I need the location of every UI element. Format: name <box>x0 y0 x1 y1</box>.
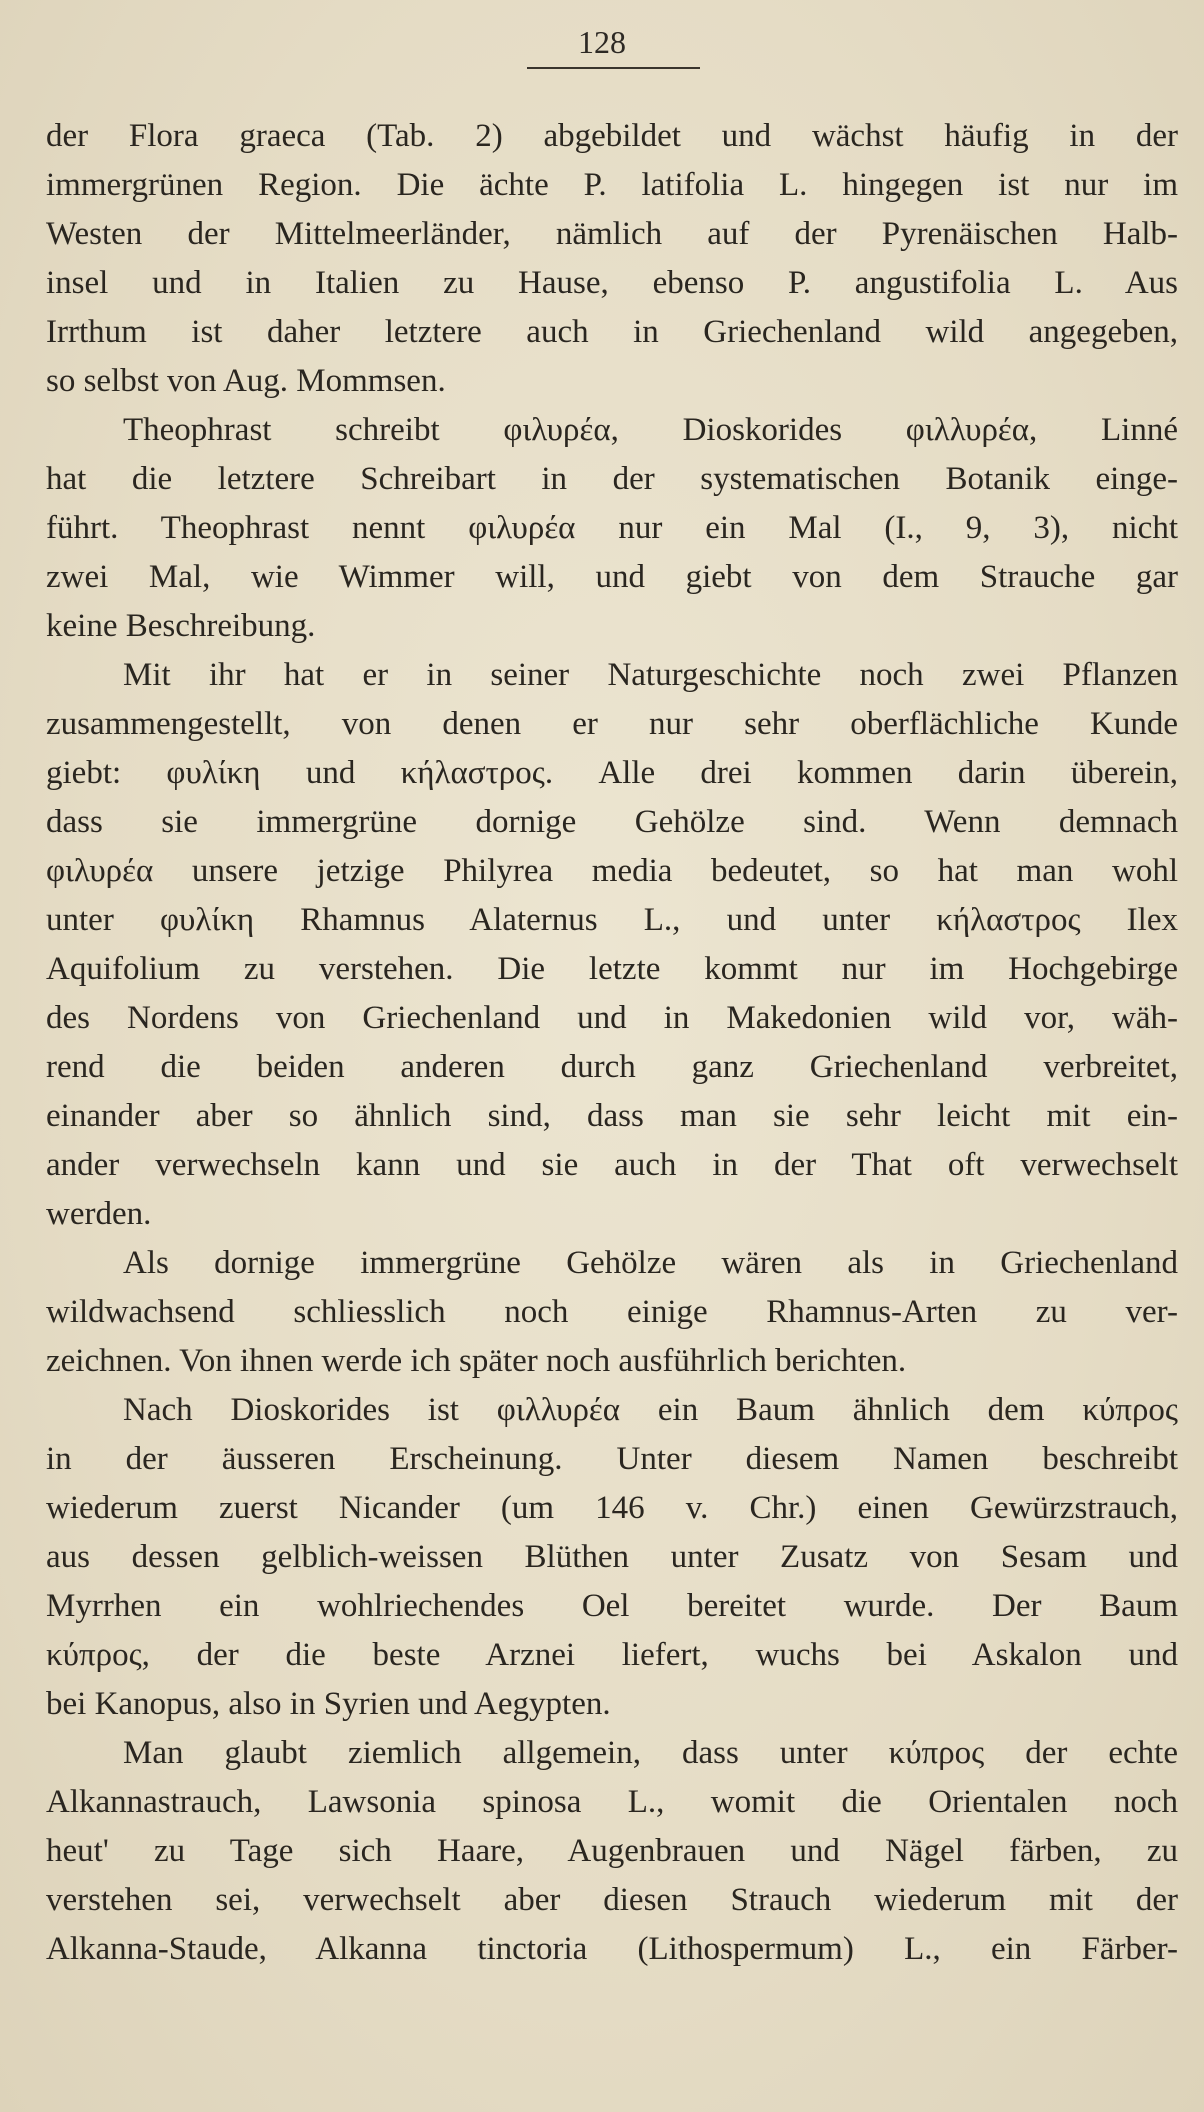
text-line: Alkannastrauch, Lawsonia spinosa L., womit die Orientalen noch <box>46 1784 1178 1820</box>
text-line: immergrünen Region. Die ächte P. latifolia L. hingegen ist nur im <box>46 167 1178 203</box>
text-line: unter φυλίκη Rhamnus Alaternus L., und unter κήλαστρος Ilex <box>46 902 1178 938</box>
text-line: Theophrast schreibt φιλυρέα, Dioskorides φιλλυρέα, Linné <box>123 412 1178 448</box>
text-line: zusammengestellt, von denen er nur sehr oberflächliche Kunde <box>46 706 1178 742</box>
text-line: keine Beschreibung. <box>46 608 316 644</box>
text-line: wiederum zuerst Nicander (um 146 v. Chr.) einen Gewürzstrauch, <box>46 1490 1178 1526</box>
text-line: Westen der Mittelmeerländer, nämlich auf der Pyrenäischen Halb- <box>46 216 1178 252</box>
text-line: ander verwechseln kann und sie auch in der That oft verwechselt <box>46 1147 1178 1183</box>
text-line: des Nordens von Griechenland und in Makedonien wild vor, wäh- <box>46 1000 1178 1036</box>
text-line: φιλυρέα unsere jetzige Philyrea media bedeutet, so hat man wohl <box>46 853 1178 889</box>
text-line: hat die letztere Schreibart in der systematischen Botanik einge- <box>46 461 1178 497</box>
text-line: aus dessen gelblich-weissen Blüthen unter Zusatz von Sesam und <box>46 1539 1178 1575</box>
text-line: Als dornige immergrüne Gehölze wären als in Griechenland <box>123 1245 1178 1281</box>
text-line: rend die beiden anderen durch ganz Griechenland verbreitet, <box>46 1049 1178 1085</box>
text-line: Alkanna-Staude, Alkanna tinctoria (Lithospermum) L., ein Färber- <box>46 1931 1178 1967</box>
text-line: Aquifolium zu verstehen. Die letzte kommt nur im Hochgebirge <box>46 951 1178 987</box>
text-line: Man glaubt ziemlich allgemein, dass unter κύπρος der echte <box>123 1735 1178 1771</box>
text-line: in der äusseren Erscheinung. Unter diesem Namen beschreibt <box>46 1441 1178 1477</box>
text-line: bei Kanopus, also in Syrien und Aegypten. <box>46 1686 611 1722</box>
text-line: wildwachsend schliesslich noch einige Rhamnus-Arten zu ver- <box>46 1294 1178 1330</box>
text-line: Myrrhen ein wohlriechendes Oel bereitet wurde. Der Baum <box>46 1588 1178 1624</box>
text-line: dass sie immergrüne dornige Gehölze sind. Wenn demnach <box>46 804 1178 840</box>
page-number: 128 <box>578 24 626 60</box>
header-rule <box>527 67 700 69</box>
text-line: Nach Dioskorides ist φιλλυρέα ein Baum ähnlich dem κύπρος <box>123 1392 1178 1428</box>
text-line: zeichnen. Von ihnen werde ich später noch ausführlich berichten. <box>46 1343 907 1379</box>
text-line: κύπρος, der die beste Arznei liefert, wuchs bei Askalon und <box>46 1637 1178 1673</box>
text-line: Irrthum ist daher letztere auch in Griechenland wild angegeben, <box>46 314 1178 350</box>
text-line: werden. <box>46 1196 152 1232</box>
text-line: Mit ihr hat er in seiner Naturgeschichte noch zwei Pflanzen <box>123 657 1178 693</box>
text-line: der Flora graeca (Tab. 2) abgebildet und wächst häufig in der <box>46 118 1178 154</box>
text-line: verstehen sei, verwechselt aber diesen Strauch wiederum mit der <box>46 1882 1178 1918</box>
text-line: giebt: φυλίκη und κήλαστρος. Alle drei kommen darin überein, <box>46 755 1178 791</box>
text-line: führt. Theophrast nennt φιλυρέα nur ein Mal (I., 9, 3), nicht <box>46 510 1178 546</box>
text-line: zwei Mal, wie Wimmer will, und giebt von dem Strauche gar <box>46 559 1178 595</box>
text-line: heut' zu Tage sich Haare, Augenbrauen und Nägel färben, zu <box>46 1833 1178 1869</box>
text-line: insel und in Italien zu Hause, ebenso P. angustifolia L. Aus <box>46 265 1178 301</box>
body-text <box>46 112 1178 1974</box>
text-line: so selbst von Aug. Mommsen. <box>46 363 446 399</box>
text-line: einander aber so ähnlich sind, dass man sie sehr leicht mit ein- <box>46 1098 1178 1134</box>
